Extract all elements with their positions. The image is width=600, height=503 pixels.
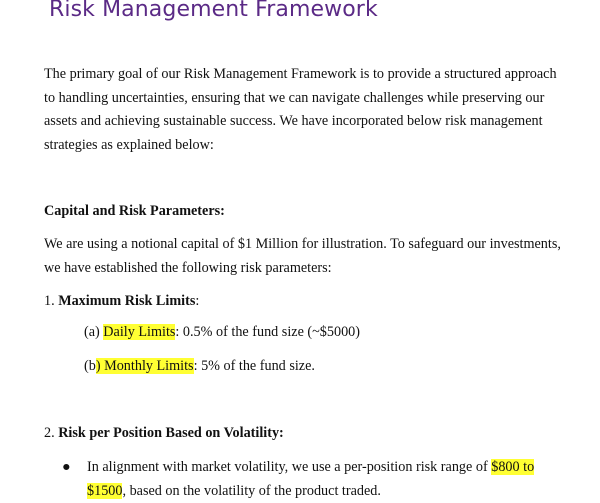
sub-b-highlight: ) Monthly Limits xyxy=(95,358,194,374)
sub-a-prefix: (a) xyxy=(84,324,104,340)
item1-line xyxy=(44,290,569,314)
sub-item-b xyxy=(84,355,315,378)
item1-number: 1. xyxy=(44,293,55,309)
capital-paragraph: We are using a notional capital of $1 Million for illustration. To safeguard our investments, we have established the following risk parameters: xyxy=(44,236,561,276)
item1-suffix: : xyxy=(195,293,200,309)
sub-b-text: : 5% of the fund size. xyxy=(193,358,315,374)
section2-number: 2. xyxy=(44,425,55,441)
bullet-text-after: , based on the volatility of the product traded. xyxy=(122,483,381,499)
bullet-text xyxy=(87,455,537,503)
item1-label: Maximum Risk Limits xyxy=(58,293,196,309)
sub-a-highlight: Daily Limits xyxy=(103,324,176,340)
bullet-highlight: $800 to $1500 xyxy=(87,459,535,499)
section1-heading: Capital and Risk Parameters: xyxy=(44,203,225,219)
section2-heading-line xyxy=(44,422,569,446)
sub-b-prefix: (b xyxy=(84,358,96,374)
bullet-dot-icon: ● xyxy=(62,459,71,475)
intro-paragraph: The primary goal of our Risk Management Framework is to provide a structured approach to handling uncertainties, ensuring that we can navigate challenges while preserving our assets and achieving sustainable success. We have incorporated below risk management strategies as explained below: xyxy=(44,66,557,153)
document-title: Risk Management Framework xyxy=(49,0,378,22)
section2-heading: Risk per Position Based on Volatility: xyxy=(58,425,284,441)
sub-a-text: : 0.5% of the fund size (~$5000) xyxy=(175,324,361,340)
bullet-text-before: In alignment with market volatility, we use a per-position risk range of xyxy=(87,459,492,475)
sub-item-a xyxy=(84,321,360,344)
